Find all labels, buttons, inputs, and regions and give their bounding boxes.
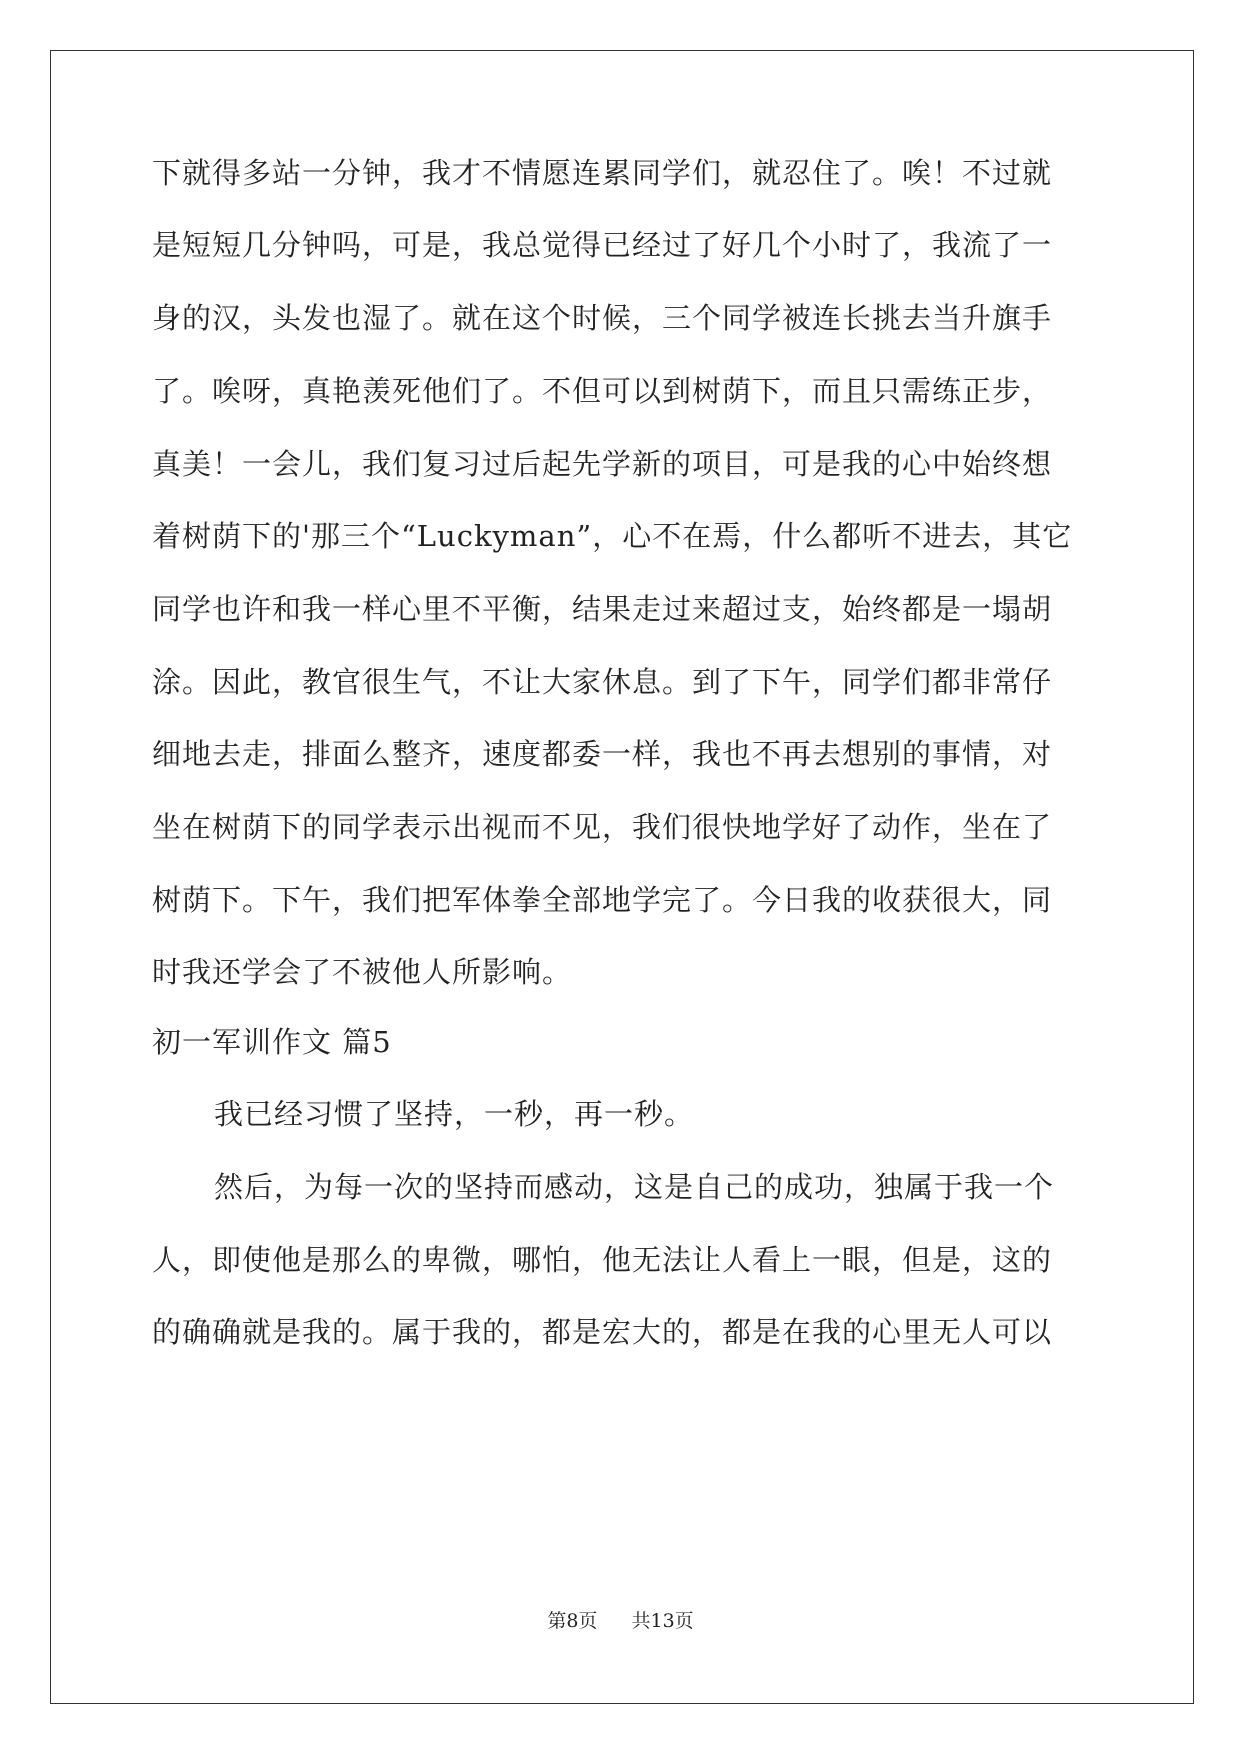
page-number: 第8页: [547, 1610, 598, 1632]
section-line: 我已经习惯了坚持，一秒，再一秒。: [214, 1097, 695, 1131]
page-footer: [0, 1609, 1241, 1633]
paragraph-line: 身的汉，头发也湿了。就在这个时候，三个同学被连长挑去当升旗手: [152, 301, 1053, 335]
paragraph-line: 是短短几分钟吗，可是，我总觉得已经过了好几个小时了，我流了一: [152, 228, 1053, 262]
paragraph-line: 树荫下。下午，我们把军体拳全部地学完了。今日我的收获很大，同: [152, 883, 1053, 917]
paragraph-line: 细地去走，排面么整齐，速度都委一样，我也不再去想别的事情，对: [152, 737, 1053, 771]
paragraph-line: 同学也许和我一样心里不平衡，结果走过来超过支，始终都是一塌胡: [152, 592, 1053, 626]
paragraph-line: 坐在树荫下的同学表示出视而不见，我们很快地学好了动作，坐在了: [152, 810, 1053, 844]
section-line: 然后，为每一次的坚持而感动，这是自己的成功，独属于我一个: [214, 1170, 1055, 1204]
paragraph-line: 下就得多站一分钟，我才不情愿连累同学们，就忍住了。唉！不过就: [152, 156, 1053, 190]
paragraph-line: 真美！一会儿，我们复习过后起先学新的项目，可是我的心中始终想: [152, 447, 1053, 481]
paragraph-line: 着树荫下的'那三个“Luckyman”，心不在焉，什么都听不进去，其它: [152, 519, 1073, 553]
paragraph-line: 了。唉呀，真艳羡死他们了。不但可以到树荫下，而且只需练正步，: [152, 374, 1053, 408]
section-heading: 初一军训作文 篇5: [152, 1025, 392, 1059]
paragraph-line: 时我还学会了不被他人所影响。: [152, 955, 573, 989]
section-line: 人，即使他是那么的卑微，哪怕，他无法让人看上一眼，但是，这的: [152, 1243, 1053, 1277]
section-line: 的确确就是我的。属于我的，都是宏大的，都是在我的心里无人可以: [152, 1315, 1053, 1349]
total-pages: 共13页: [631, 1610, 694, 1632]
paragraph-line: 涂。因此，教官很生气，不让大家休息。到了下午，同学们都非常仔: [152, 665, 1053, 699]
